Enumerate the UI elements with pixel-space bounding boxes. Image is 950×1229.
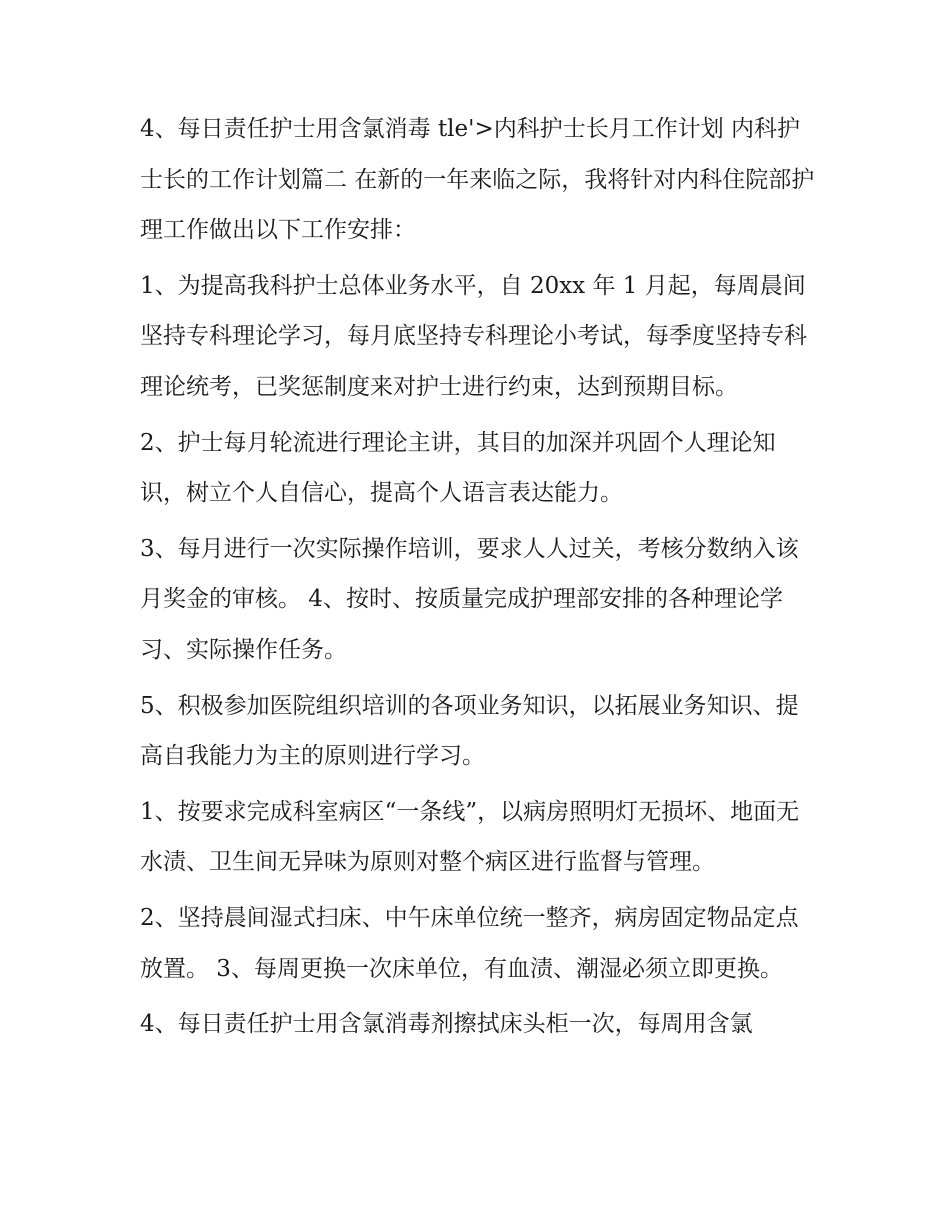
paragraph-item-5-knowledge: 5、积极参加医院组织培训的各项业务知识，以拓展业务知识、提高自我能力为主的原则进行学习。 — [140, 692, 799, 770]
paragraph-item-2-lecture: 2、护士每月轮流进行理论主讲，其目的加深并巩固个人理论知识，树立个人自信心，提高个人语言表达能力。 — [140, 429, 776, 507]
paragraph-ward-item-1: 1、按要求完成科室病区“一条线”，以病房照明灯无损坏、地面无水渍、卫生间无异味为原则对整个病区进行监督与管理。 — [140, 798, 800, 876]
paragraph-item-1-study: 1、为提高我科护士总体业务水平，自 20xx 年 1 月起，每周晨间坚持专科理论学习，每月底坚持专科理论小考试，每季度坚持专科理论统考，已奖惩制度来对护士进行约束，达到预期目标。 — [140, 272, 807, 400]
paragraph-item-3-training: 3、每月进行一次实际操作培训，要求人人过关，考核分数纳入该月奖金的审核。 4、按时、按质量完成护理部安排的各种理论学习、实际操作任务。 — [140, 535, 799, 663]
paragraph-ward-item-4: 4、每日责任护士用含氯消毒剂擦拭床头柜一次，每周用含氯 — [140, 1011, 753, 1038]
paragraph-intro: 4、每日责任护士用含氯消毒 tle'>内科护士长月工作计划 内科护士长的工作计划篇二 在新的一年来临之际，我将针对内科住院部护理工作做出以下工作安排： — [140, 116, 815, 244]
document-body — [140, 104, 820, 1050]
paragraph-ward-item-2: 2、坚持晨间湿式扫床、中午床单位统一整齐，病房固定物品定点放置。 3、每周更换一次床单位，有血渍、潮湿必须立即更换。 — [140, 904, 799, 982]
